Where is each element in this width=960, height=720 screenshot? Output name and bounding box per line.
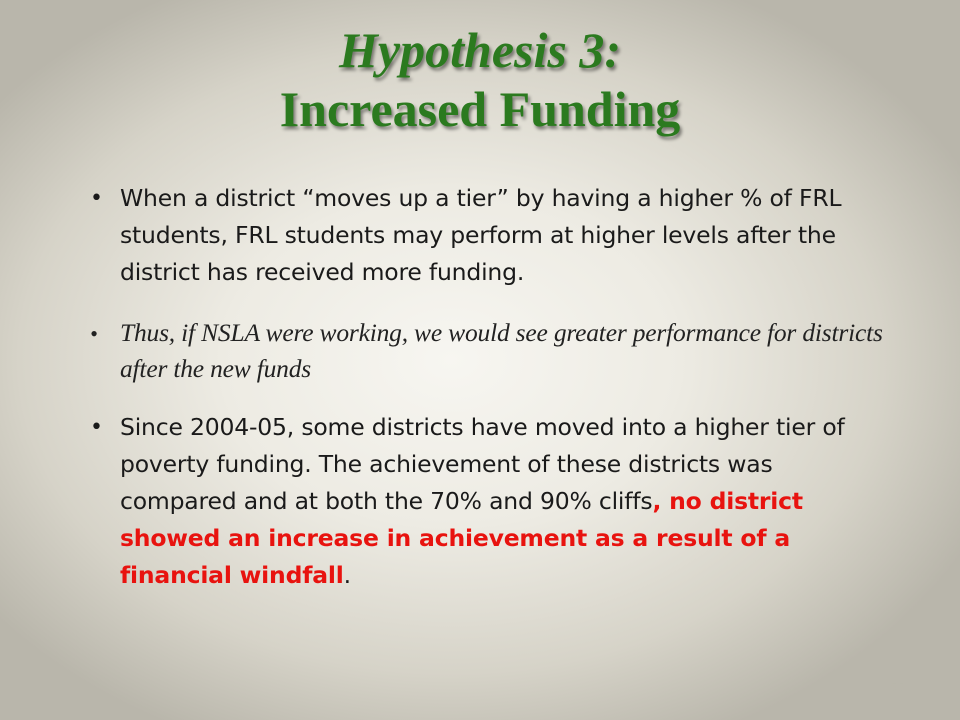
bullet-item [88,409,888,594]
slide-title-line2: Increased Funding [279,81,681,137]
bullet-emphasis-text: , no district showed an increase in achievement as a result of a financial windfall [120,487,803,589]
bullet-text: When a district “moves up a tier” by having a higher % of FRL students, FRL students may perform at higher levels after the district has received more funding. [120,184,842,286]
bullet-list [88,180,888,594]
bullet-text: Since 2004-05, some districts have moved into a higher tier of poverty funding. The achievement of these districts was compared and at both the 70% and 90% cliffs [120,413,845,515]
bullet-text: Thus, if NSLA were working, we would see greater performance for districts after the new funds [120,318,883,383]
bullet-item [88,315,888,387]
slide-number: 55 [890,680,904,694]
bullet-item [88,180,888,291]
bullet-icon: • [90,415,103,440]
bullet-icon: • [90,186,103,211]
bullet-icon: • [90,321,98,346]
bullet-text-end: . [343,561,351,589]
slide-title-line1: Hypothesis 3: [339,22,621,78]
